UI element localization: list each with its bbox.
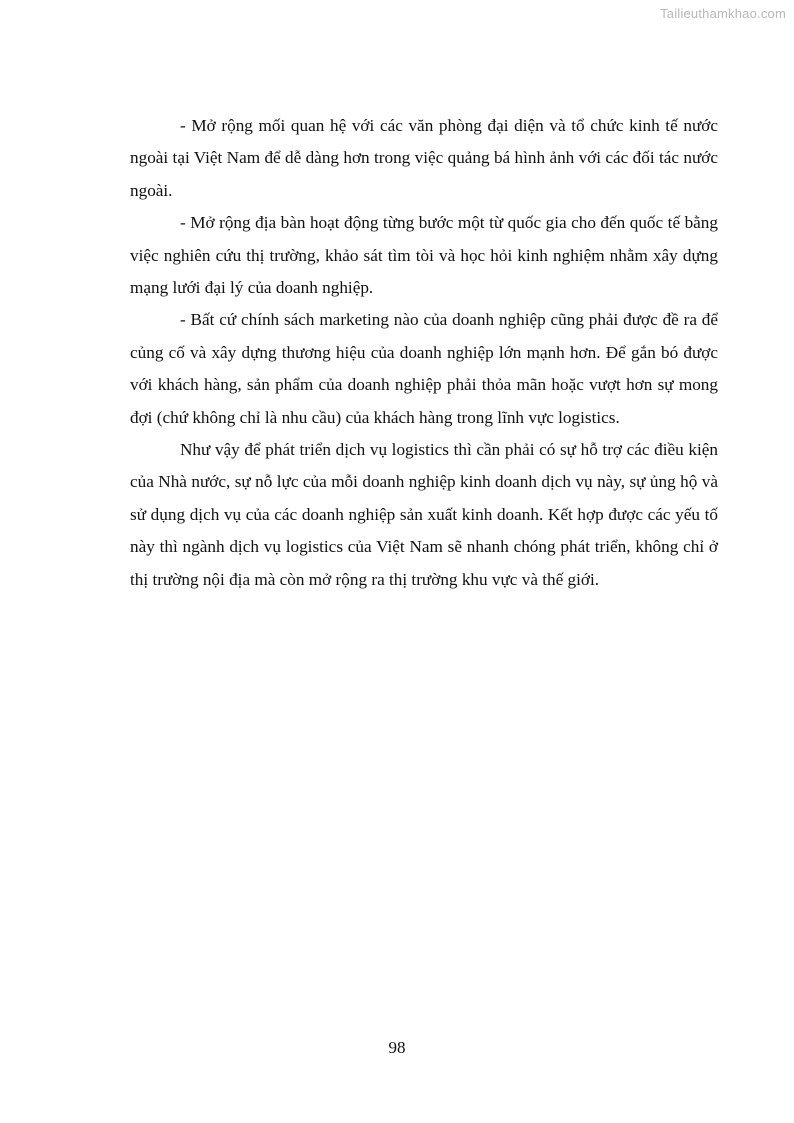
document-body — [130, 110, 718, 596]
page-number: 98 — [388, 1038, 406, 1057]
paragraph-marketing-policy: - Bất cứ chính sách marketing nào của doanh nghiệp cũng phải được đề ra để củng cố và xây dựng thương hiệu của doanh nghiệp lớn mạnh hơn. Để gắn bó được với khách hàng, sản phẩm của doanh nghiệp phải thỏa mãn hoặc vượt hơn sự mong đợi (chứ không chỉ là nhu cầu) của khách hàng trong lĩnh vực logistics. — [130, 310, 718, 427]
paragraph-conclusion: Như vậy để phát triển dịch vụ logistics thì cần phải có sự hỗ trợ các điều kiện của Nhà nước, sự nỗ lực của mỗi doanh nghiệp kinh doanh dịch vụ này, sự ủng hộ và sử dụng dịch vụ của các doanh nghiệp sản xuất kinh doanh. Kết hợp được các yếu tố này thì ngành dịch vụ logistics của Việt Nam sẽ nhanh chóng phát triển, không chỉ ở thị trường nội địa mà còn mở rộng ra thị trường khu vực và thế giới. — [130, 440, 718, 589]
paragraph-expand-operations: - Mở rộng địa bàn hoạt động từng bước một từ quốc gia cho đến quốc tế bằng việc nghiên cứu thị trường, khảo sát tìm tòi và học hỏi kinh nghiệm nhằm xây dựng mạng lưới đại lý của doanh nghiệp. — [130, 213, 718, 298]
paragraph-expand-relations: - Mở rộng mối quan hệ với các văn phòng đại diện và tổ chức kinh tế nước ngoài tại Việt Nam để dễ dàng hơn trong việc quảng bá hình ảnh với các đối tác nước ngoài. — [130, 116, 718, 200]
watermark: Tailieuthamkhao.com — [660, 6, 786, 21]
